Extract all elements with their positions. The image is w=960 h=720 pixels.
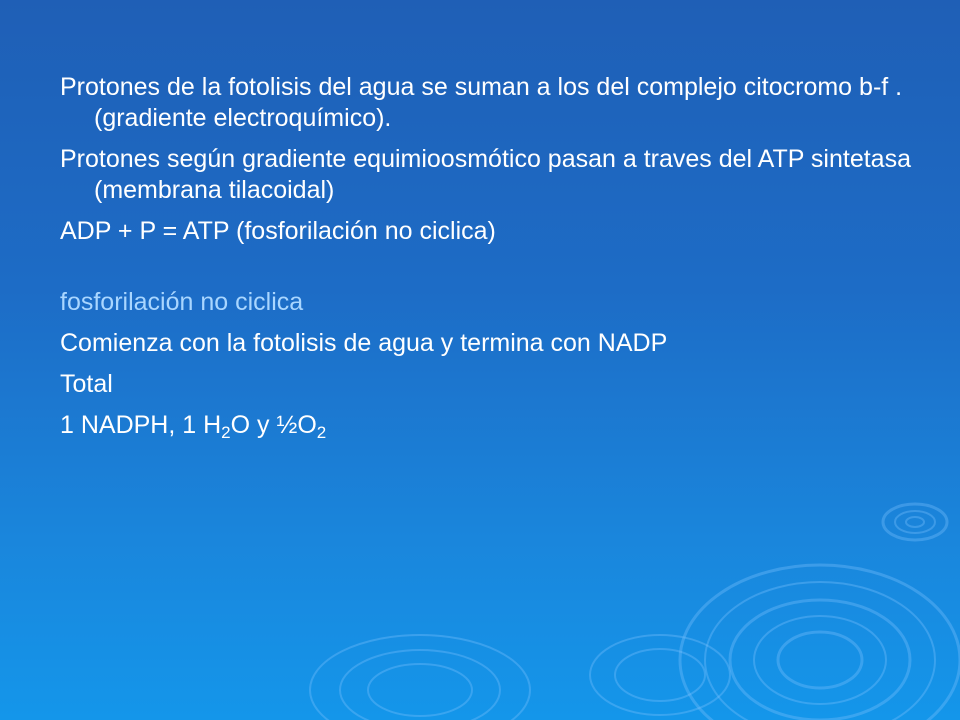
formula-subscript-2: 2 [316,423,327,442]
label-total: Total [60,370,113,398]
paragraph-gradiente-atp-sintetasa: Protones según gradiente equimioosmótico pasan a traves del ATP sintetasa (membrana tilacoidal) [60,145,911,204]
section-heading-fosforilacion: fosforilación no ciclica [60,288,304,316]
formula-total [60,410,920,441]
paragraph-adp-atp-equation: ADP + P = ATP (fosforilación no ciclica) [60,217,496,245]
formula-part-2: O y ½O [230,411,317,439]
slide-body [60,72,920,451]
formula-part-1: 1 NADPH, 1 H [60,411,222,439]
formula-subscript-1: 2 [221,423,231,442]
paragraph-protones-fotolisis: Protones de la fotolisis del agua se suman a los del complejo citocromo b-f . (gradiente electroquímico). [60,73,903,132]
paragraph-comienza-termina: Comienza con la fotolisis de agua y termina con NADP [60,329,668,357]
